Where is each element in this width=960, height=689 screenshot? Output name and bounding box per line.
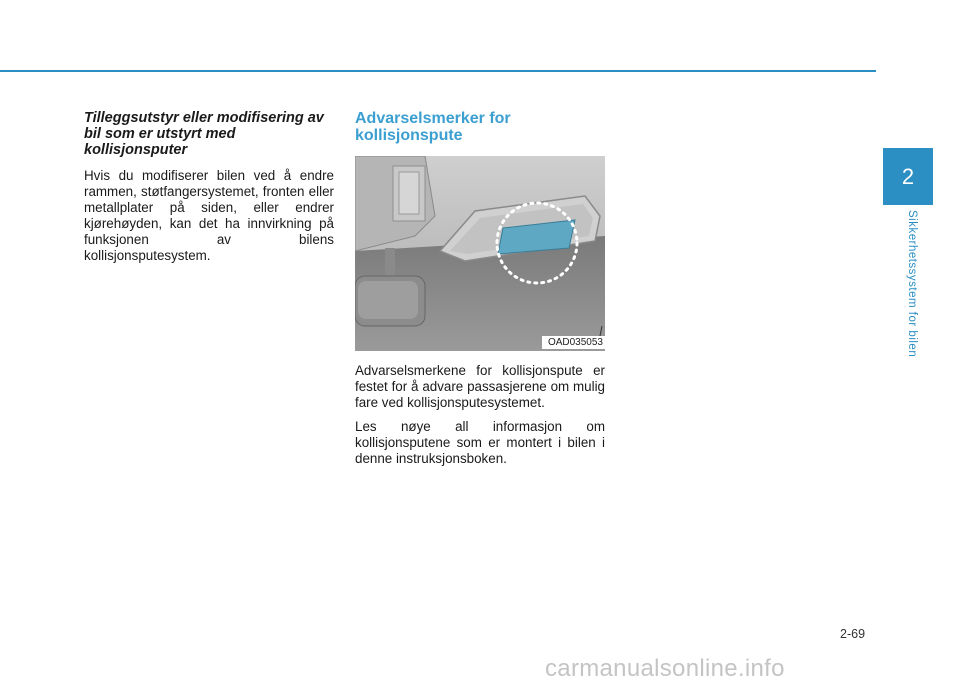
figure-code: OAD035053 <box>542 336 605 349</box>
sun-visor-illustration <box>355 156 605 351</box>
airbag-label-figure <box>355 156 605 351</box>
left-column <box>84 110 334 264</box>
watermark: carmanualsonline.info <box>545 655 785 682</box>
chapter-number: 2 <box>901 163 915 189</box>
middle-column <box>355 110 605 475</box>
warning-paragraph-2: Les nøye all informasjon om kollisjonsputene som er montert i bilen i denne instruksjonsboken. <box>355 419 605 466</box>
section-title: Advarselsmerker for kollisjonspute <box>355 110 511 144</box>
body-paragraph: Hvis du modifiserer bilen ved å endre rammen, støtfangersystemet, fronten eller metallplater på siden, eller endrer kjørehøyden, kan det ha innvirkning på funksjonen av bilens kollisjonsputesystem. <box>84 168 334 263</box>
top-rule <box>0 70 876 72</box>
middle-text <box>355 363 605 467</box>
page-number: 2-69 <box>840 627 866 641</box>
warning-paragraph-1: Advarselsmerkene for kollisjonspute er festet for å advare passasjerene om mulig fare ved kollisjonsputesystemet. <box>355 363 605 410</box>
chapter-label: Sikkerhetssystem for bilen <box>906 210 918 358</box>
subheading: Tilleggsutstyr eller modifisering av bil som er utstyrt med kollisjonsputer <box>84 110 324 158</box>
chapter-tab <box>883 148 933 205</box>
